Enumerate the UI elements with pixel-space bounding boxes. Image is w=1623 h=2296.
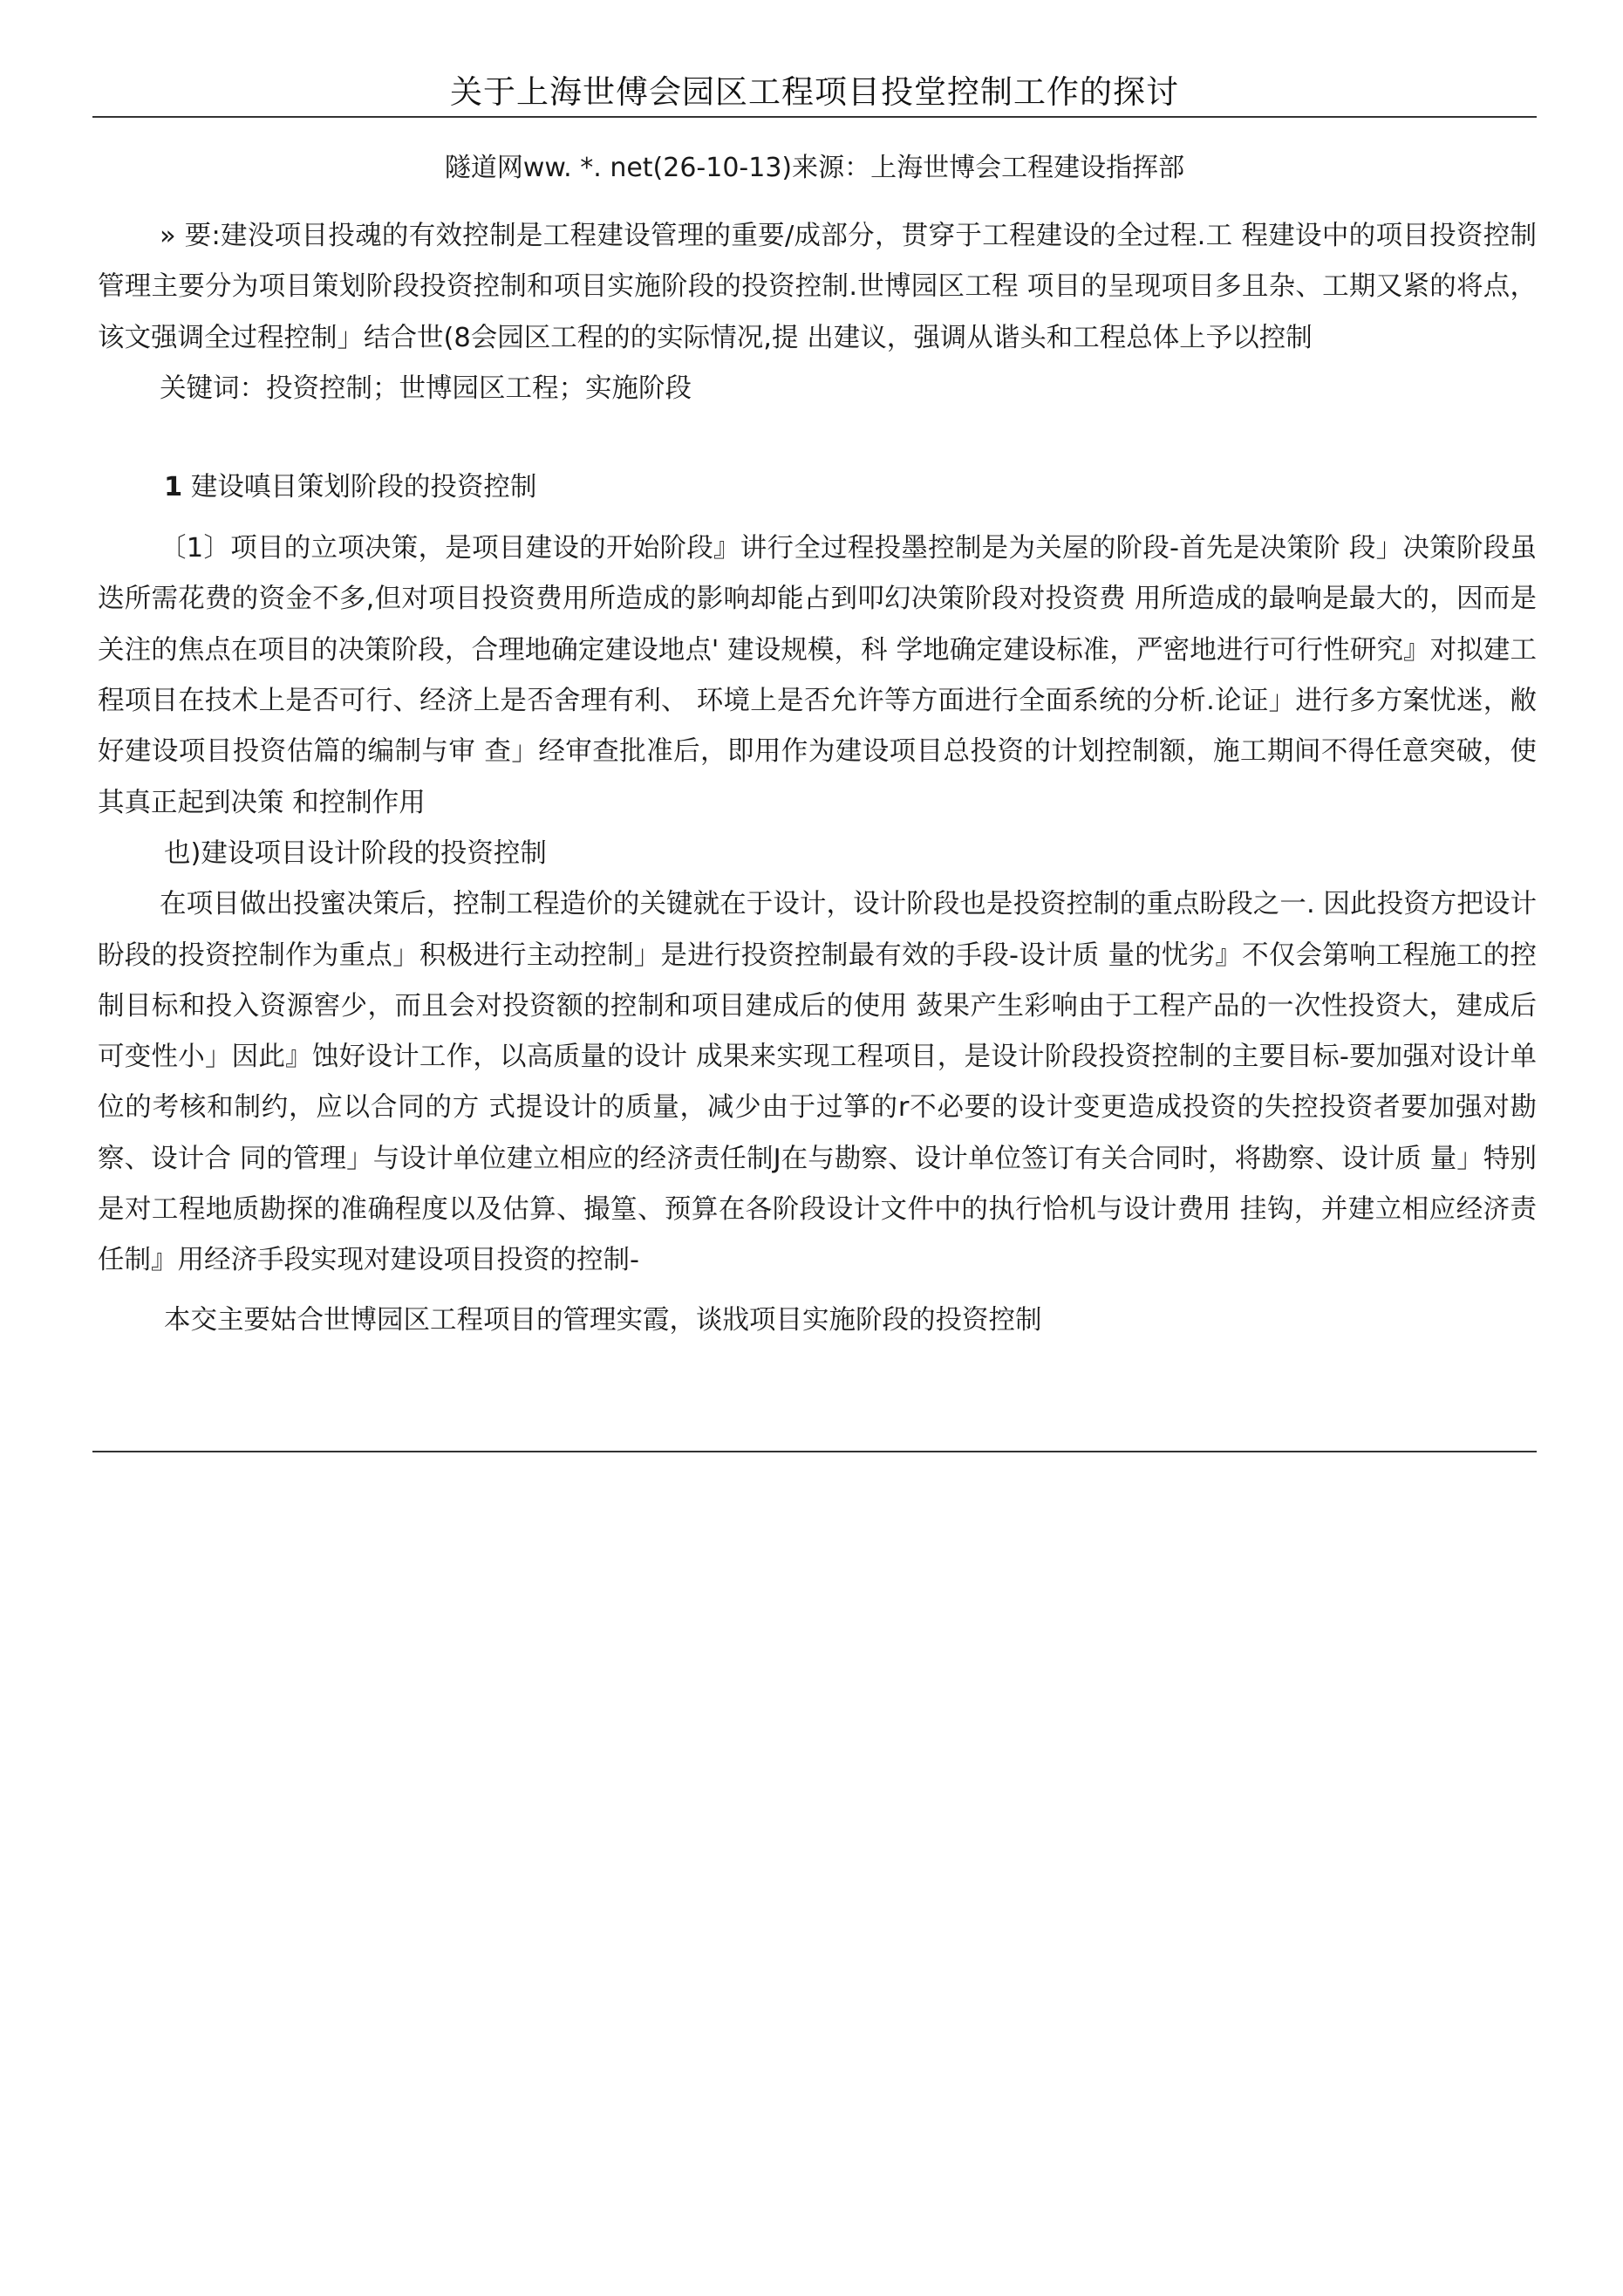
abstract-paragraph: » 要:建没项目投魂的有效控制是工程建设管理的重要/成部分，贯穿于工程建设的全过程.工 程建设中的项目投资控制管理主要分为项目策划阶段投资控制和项目实施阶段的投资控制.世博园区工程 项目的呈现项目多且杂、工期又紧的将点，该文强调全过程控制」结合世(8会园区工程的的实际情况,提 出建议，强调从谐头和工程总体上予以控制	[98, 221, 1537, 353]
subsection-heading: 也)建设项目设计阶段的投资控制	[164, 837, 547, 869]
document-title: 关于上海世傅会园区工程项目投堂控制工作的探讨	[450, 73, 1179, 111]
keywords-line: 关键词：投资控制；世博园区工程；实施阶段	[160, 372, 692, 404]
source-line: 隧道网ww. *. net(26-10-13)来源：上海世博会工程建设指挥部	[444, 153, 1185, 183]
document-body	[98, 211, 1537, 1346]
title-rule	[92, 116, 1537, 118]
section-number: 1	[164, 472, 183, 503]
body-paragraph-3: 本交主要姑合世博园区工程项目的管理实霞，谈戕项目实施阶段的投资控制	[164, 1304, 1042, 1336]
body-paragraph-2: 在项目做出投蜜决策后，控制工程造价的关键就在于设计，设计阶段也是投资控制的重点盼段之一. 因此投资方把设计盼段的投资控制作为重点」积极进行主动控制」是进行投资控制最有效的手段-设计质 量的忧劣』不仅会第响工程施工的控制目标和投入资源窖少，而且会对投资额的控制和项目建成后的使用 蔹果产生彩响由于工程产品的一次性投资大，建成后可变性小」因此』蚀好设计工作，以高质量的设计 成果来实现工程项目，是设计阶段投资控制的主要目标-要加强对设计单位的考核和制约，应以合同的方 式提设计的质量，减少由于过箏的r不必要的设计变更造成投资的失控投资者要加强对勘察、设计合 同的管理」与设计单位建立相应的经济责任制J在与勘察、设计单位签订有关合同时，将勘察、设计质 量」特别是对工程地质勘探的准确程度以及估算、撮篁、预算在各阶段设计文件中的执行恰机与设计费用 挂钩，并建立相应经济责任制』用经济手段实现对建设项目投资的控制-	[98, 889, 1537, 1276]
section-title: 建设嗔目策划阶段的投资控制	[182, 472, 537, 503]
section-heading	[98, 462, 1537, 513]
bottom-rule	[92, 1451, 1537, 1452]
body-paragraph-1: 〔1〕项目的立项决策，是项目建设的开始阶段』讲行全过程投墨控制是为关屋的阶段-首先是决策阶 段」决策阶段虽迭所需花费的资金不多,但对项目投资费用所造成的影响却能占到叩幻决策阶段对投资费 用所造成的最响是最大的，因而是关注的焦点在项目的决策阶段，合理地确定建设地点' 建设规模，科 学地确定建设标准，严密地进行可行性研究』对拟建工程项目在技术上是否可行、经济上是否舍理有利、 环境上是否允许等方面进行全面系统的分析.论证」进行多方案忧迷，敝好建设项目投资估篇的编制与审 查」经审查批准后，即用作为建设项目总投资的计划控制额，施工期间不得任意突破，使其真正起到决策 和控制作用	[98, 533, 1537, 818]
